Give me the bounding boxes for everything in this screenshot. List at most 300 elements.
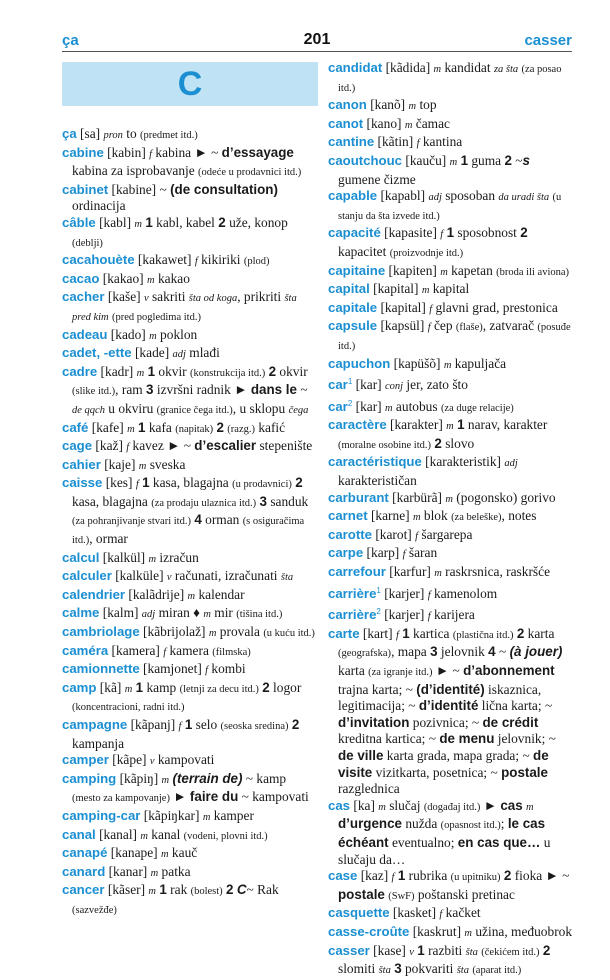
dictionary-entry	[62, 808, 318, 827]
phrase: (à jouer)	[509, 644, 563, 660]
usage-note: (čekićem itd.)	[481, 946, 540, 958]
text: logor	[269, 679, 302, 695]
text: [kakawet]	[134, 252, 195, 268]
text: kapetan	[447, 262, 497, 278]
text: slomiti	[338, 961, 379, 977]
headword: camping	[62, 770, 117, 786]
text: nužda	[402, 816, 441, 832]
grammar-label: m	[124, 683, 133, 695]
text: [kãpe]	[108, 752, 150, 768]
phrase: postale	[338, 886, 385, 902]
text: to	[122, 126, 141, 141]
text: [karp]	[363, 545, 403, 561]
grammar-label: m	[150, 867, 159, 879]
dictionary-entry	[62, 215, 318, 252]
usage-note: (u upitniku)	[450, 872, 501, 884]
text: rak	[166, 882, 191, 898]
text: , u sklopu	[232, 400, 289, 416]
grammar-label: m	[408, 101, 417, 113]
text: [kasket]	[389, 905, 440, 921]
text: selo	[192, 717, 221, 732]
text: lična karta; ~	[478, 698, 553, 714]
text: [kart]	[359, 625, 396, 641]
headword: câble	[62, 214, 96, 230]
grammar-label: m	[445, 493, 453, 505]
text: kafić	[254, 419, 286, 435]
text: ► ~	[432, 663, 464, 678]
text: kakao	[154, 270, 190, 286]
text: šaran	[405, 545, 438, 561]
text: pozivnica; ~	[409, 714, 483, 730]
headword: caisse	[62, 475, 103, 491]
usage-note: (broda ili aviona)	[496, 266, 570, 278]
dictionary-entry	[62, 475, 318, 549]
dictionary-entry	[62, 327, 318, 346]
grammar-label: f	[427, 611, 431, 623]
dictionary-entry	[328, 97, 574, 116]
text: ;	[500, 816, 508, 832]
sense-number: 1	[138, 419, 146, 435]
text: eventualno;	[388, 834, 458, 850]
phrase: d’escalier	[194, 438, 257, 454]
text: [kase]	[369, 942, 410, 958]
grammar-label: šta od koga	[188, 293, 238, 305]
usage-note: (proizvodnje itd.)	[389, 247, 464, 259]
text: kačket	[442, 905, 481, 921]
headword: café	[62, 419, 89, 435]
dictionary-entry	[62, 145, 318, 182]
dictionary-entry	[62, 587, 318, 606]
dictionary-entry	[62, 661, 318, 680]
text: kapital	[429, 281, 470, 297]
grammar-label: f	[416, 138, 420, 150]
phrase: de ville	[338, 747, 384, 763]
grammar-label: m	[208, 628, 217, 640]
phrase: en cas que…	[457, 834, 541, 850]
dictionary-entry	[328, 188, 574, 225]
phrase: (d’identité)	[416, 681, 485, 697]
dictionary-entry	[328, 604, 574, 626]
phrase: s	[522, 152, 530, 168]
text: [kãtin]	[374, 134, 417, 150]
dictionary-entry	[328, 417, 574, 454]
usage-note: (u stanju da šta izvede itd.)	[338, 192, 562, 222]
grammar-label: pron	[103, 130, 123, 141]
headword: capitaine	[328, 262, 386, 278]
text: [karbürã]	[388, 489, 446, 505]
text: , ram	[115, 382, 147, 398]
headword: ça	[62, 126, 77, 141]
sense-number: 1	[135, 679, 144, 695]
text: kapacitet	[338, 243, 390, 259]
usage-note: (za beleške)	[451, 512, 502, 524]
text: [kapital]	[377, 299, 430, 315]
section-letter: C	[177, 65, 203, 103]
phrase: dans le	[250, 382, 297, 398]
usage-note: (koncentracioni, radni itd.)	[72, 702, 185, 714]
dictionary-entry	[62, 271, 318, 290]
text: [kalkül]	[99, 549, 149, 565]
sense-number: 1	[159, 882, 167, 898]
text: , zatvarač	[482, 318, 538, 334]
dictionary-entry	[328, 583, 574, 605]
text: [kabine] ~	[108, 181, 171, 197]
text: izvršni radnik ►	[153, 382, 251, 398]
grammar-label: m	[440, 266, 448, 278]
dictionary-entry	[328, 905, 574, 924]
dictionary-entry	[62, 438, 318, 457]
headword: casser	[328, 942, 370, 958]
dictionary-entry	[62, 624, 318, 643]
grammar-label: f	[427, 322, 431, 334]
text: [ka]	[350, 797, 379, 813]
dictionary-entry	[62, 420, 318, 439]
text: uže, konop	[225, 214, 288, 230]
grammar-label: f	[149, 148, 153, 160]
text: karta	[338, 663, 369, 678]
sense-number: 2	[542, 942, 551, 958]
left-column	[62, 60, 318, 920]
text: [kãser]	[104, 882, 149, 898]
usage-note: (predmet itd.)	[140, 130, 198, 141]
text: [kapabl]	[377, 188, 429, 204]
text: kampanja	[72, 735, 125, 751]
grammar-label: m	[161, 774, 170, 786]
grammar-label: šta pred kim	[72, 293, 297, 323]
dictionary-entry	[328, 374, 574, 396]
text: [kapsül]	[377, 318, 428, 334]
grammar-label: m	[526, 801, 534, 813]
text: gumene čizme	[338, 171, 416, 187]
sense-number: 4	[194, 512, 202, 528]
text: ~	[296, 382, 308, 398]
headword: caractéristique	[328, 454, 422, 470]
dictionary-entry	[328, 798, 574, 868]
headword: canard	[62, 863, 106, 879]
homograph-number: 2	[376, 607, 381, 617]
text: okvir	[155, 363, 190, 379]
phrase: d’identité	[418, 698, 479, 714]
text: [kafe]	[88, 419, 128, 435]
sense-number: 2	[216, 419, 224, 435]
phrase: faire du	[189, 789, 239, 805]
text: [kanõ]	[366, 97, 409, 113]
grammar-label: f	[440, 229, 444, 241]
header-last-guide-word: casser	[524, 32, 572, 49]
text: ~ kamp	[242, 770, 287, 786]
dictionary-entry	[62, 605, 318, 624]
dictionary-entry	[62, 126, 318, 145]
right-column	[328, 60, 574, 980]
dictionary-entry	[62, 643, 318, 662]
headword: carte	[328, 625, 360, 641]
grammar-label: v	[143, 293, 149, 305]
headword: canapé	[62, 845, 108, 861]
headword: casquette	[328, 905, 390, 921]
homograph-number: 1	[376, 585, 381, 595]
grammar-label: m	[378, 801, 386, 813]
text: [kaše]	[104, 289, 144, 305]
text: čep	[430, 318, 456, 334]
grammar-label: f	[427, 589, 431, 601]
phrase: d’urgence	[338, 816, 402, 832]
usage-note: (filmska)	[212, 646, 251, 658]
grammar-label: m	[203, 609, 211, 621]
text: jelovnik; ~	[494, 731, 556, 747]
text: [karne]	[367, 508, 413, 524]
usage-note: (u prodavnici)	[232, 479, 292, 491]
headword: capuchon	[328, 355, 391, 371]
dictionary-entry	[328, 564, 574, 583]
text: u slučaju da…	[338, 834, 551, 867]
text: kamenolom	[430, 585, 498, 601]
headword: cacao	[62, 270, 100, 286]
text: kartica	[409, 625, 453, 641]
headword: canot	[328, 115, 364, 131]
grammar-label: v	[149, 756, 155, 768]
usage-note: (za pohranjivanje stvari itd.)	[72, 516, 191, 528]
headword: caractère	[328, 417, 387, 433]
headword: camper	[62, 752, 109, 768]
grammar-label: šta	[280, 572, 294, 584]
dictionary-entry	[328, 508, 574, 527]
text: [karjer]	[380, 585, 428, 601]
headword: cas	[328, 797, 351, 813]
text: [kalãdrije]	[125, 586, 188, 602]
text: [kano]	[363, 115, 405, 131]
text: [kamjonet]	[139, 661, 206, 677]
usage-note: (s osiguračima itd.)	[72, 516, 305, 547]
dictionary-entry	[328, 318, 574, 355]
text: [kamera]	[108, 642, 164, 658]
grammar-label: m	[127, 423, 135, 435]
dictionary-entry	[328, 943, 574, 980]
text: poštanski pretinac	[414, 886, 515, 902]
text: kikiriki	[197, 252, 244, 268]
dictionary-entry	[62, 882, 318, 919]
dictionary-entry	[62, 680, 318, 717]
dictionary-entry	[62, 771, 318, 808]
text: , ormar	[89, 531, 128, 547]
headword: campagne	[62, 717, 128, 732]
sense-number: 1	[457, 417, 465, 433]
dictionary-entry	[328, 356, 574, 375]
grammar-label: m	[434, 568, 442, 580]
grammar-label: f	[402, 549, 406, 561]
dictionary-entry	[328, 626, 574, 798]
grammar-label: šta	[465, 946, 478, 958]
usage-note: (tišina itd.)	[236, 609, 283, 621]
text: [kãpiŋ]	[116, 770, 162, 786]
dictionary-entry	[62, 550, 318, 569]
text: [kaz]	[357, 868, 392, 884]
sense-number: 2	[218, 214, 226, 230]
text: slovo	[441, 435, 475, 451]
text: [kar]	[352, 377, 385, 393]
text: kalendar	[195, 586, 245, 602]
text: računati, izračunati	[171, 568, 281, 584]
grammar-label: adj	[504, 458, 518, 470]
dictionary-entry	[62, 364, 318, 420]
phrase: d’essayage	[221, 144, 294, 160]
grammar-label: v	[166, 572, 172, 584]
usage-note: (odeće u prodavnici itd.)	[198, 167, 302, 179]
text: mlađi	[185, 345, 220, 361]
sense-number: 1	[446, 225, 455, 241]
grammar-label: adj	[141, 609, 156, 621]
dictionary-entry	[328, 153, 574, 188]
text: ~ kampovati	[238, 789, 309, 805]
dictionary-entry	[62, 827, 318, 846]
grammar-label: m	[202, 811, 211, 823]
usage-note: (deblji)	[72, 237, 103, 249]
usage-note: (posuđe itd.)	[338, 322, 571, 352]
dictionary-entry	[62, 289, 318, 326]
grammar-label: m	[446, 421, 454, 433]
phrase: de visite	[338, 747, 549, 780]
text: glavni grad, prestonica	[432, 299, 558, 315]
header-first-guide-word: ça	[62, 32, 79, 49]
text: rubrika	[405, 868, 451, 884]
text: [kabin]	[103, 144, 150, 160]
text: kauč	[168, 845, 198, 861]
usage-note: (mesto za kampovanje)	[72, 793, 170, 805]
sense-number: 3	[259, 493, 267, 509]
grammar-label: m	[433, 64, 442, 75]
dictionary-entry	[62, 752, 318, 771]
text: čamac	[412, 115, 450, 131]
headword: camionnette	[62, 661, 140, 677]
headword: capitale	[328, 299, 378, 315]
grammar-label: m	[443, 359, 452, 371]
headword: cadet, -ette	[62, 345, 132, 361]
grammar-label: adj	[428, 192, 442, 204]
grammar-label: šta	[378, 965, 391, 977]
headword: car	[328, 377, 348, 393]
headword: calculer	[62, 568, 112, 584]
phrase: postale	[501, 764, 548, 780]
usage-note: (napitak)	[175, 423, 214, 435]
text: mir	[210, 605, 237, 621]
dictionary-entry	[62, 182, 318, 215]
text: kantina	[419, 134, 463, 150]
text: patka	[158, 863, 191, 879]
usage-note: (aparat itd.)	[472, 965, 522, 977]
headword: cabinet	[62, 181, 109, 197]
text: kabina ► ~	[152, 144, 222, 160]
text: razglednica	[338, 781, 400, 797]
text: u okviru	[104, 400, 157, 416]
headword: car	[328, 398, 348, 414]
headword: calcul	[62, 549, 100, 565]
headword: cadeau	[62, 326, 108, 342]
grammar-label: m	[187, 590, 196, 602]
usage-note: (slike itd.)	[72, 386, 116, 398]
usage-note: (opasnost itd.)	[440, 820, 501, 832]
grammar-label: m	[421, 285, 430, 297]
usage-note: (bolest)	[190, 886, 223, 898]
headword: calme	[62, 605, 100, 621]
sense-number: 2	[295, 475, 303, 491]
text: poklon	[156, 326, 198, 342]
text: autobus	[392, 398, 441, 414]
dictionary-entry	[328, 454, 574, 489]
text: [kauču]	[402, 152, 450, 168]
grammar-label: čega	[288, 404, 309, 416]
usage-note: (sazvežđe)	[72, 904, 117, 916]
grammar-label: m	[140, 830, 148, 842]
phrase: le cas échéant	[338, 816, 546, 850]
text: [kalküle]	[111, 568, 167, 584]
headword: capital	[328, 281, 370, 297]
dictionary-entry	[62, 457, 318, 476]
text: [kapital]	[369, 281, 422, 297]
text: [karakter]	[386, 417, 447, 433]
usage-note: (geografska)	[338, 648, 392, 660]
text: [kar]	[352, 398, 385, 414]
sense-number: 4	[488, 644, 496, 660]
sense-number: 1	[184, 717, 193, 732]
dictionary-entry	[62, 864, 318, 883]
text: [kapüšõ]	[390, 355, 444, 371]
grammar-label: m	[148, 886, 156, 898]
usage-note: (letnji za decu itd.)	[179, 683, 259, 695]
usage-note: (za posao itd.)	[338, 64, 562, 94]
headword: capsule	[328, 318, 378, 334]
usage-note: (za igranje itd.)	[368, 667, 433, 678]
phrase: (de consultation)	[170, 181, 278, 197]
text: slučaj	[385, 797, 424, 813]
text: sanduk	[266, 493, 309, 509]
headword: cantine	[328, 134, 375, 150]
text: top	[416, 97, 437, 113]
text: [kadr]	[97, 363, 137, 379]
headword: calendrier	[62, 586, 126, 602]
sense-number: 2	[503, 868, 512, 884]
dictionary-entry	[62, 252, 318, 271]
text: fioka ► ~	[511, 868, 570, 884]
text: narav, karakter	[464, 417, 548, 433]
usage-note: (SwF)	[388, 890, 415, 902]
usage-note: (za duge relacije)	[440, 402, 514, 414]
usage-note: (granice čega itd.)	[156, 404, 233, 416]
usage-note: (događaj itd.)	[423, 801, 481, 813]
usage-note: (za prodaju ulaznica itd.)	[151, 497, 257, 509]
usage-note: (seoska sredina)	[220, 721, 289, 732]
headword: cage	[62, 438, 93, 454]
text: izračun	[156, 549, 199, 565]
text: trajna karta; ~	[338, 681, 417, 697]
text: kavez ► ~	[129, 438, 195, 454]
headword: cambriolage	[62, 624, 140, 640]
text: [kanal]	[95, 826, 141, 842]
text: [kanar]	[105, 863, 151, 879]
text: kabl, kabel	[152, 214, 219, 230]
headword: capacité	[328, 225, 381, 241]
grammar-label: f	[126, 442, 130, 454]
grammar-label: m	[148, 553, 157, 565]
headword: capable	[328, 188, 378, 204]
homograph-number: 2	[347, 398, 353, 408]
text: blok	[420, 508, 452, 524]
sense-number: 2	[268, 363, 277, 379]
text: ~ Rak	[246, 882, 279, 898]
headword: cabine	[62, 144, 104, 160]
grammar-label: m	[404, 119, 413, 131]
sense-number: 1	[145, 214, 153, 230]
grammar-label: v	[409, 946, 414, 958]
grammar-label: m	[449, 156, 458, 168]
